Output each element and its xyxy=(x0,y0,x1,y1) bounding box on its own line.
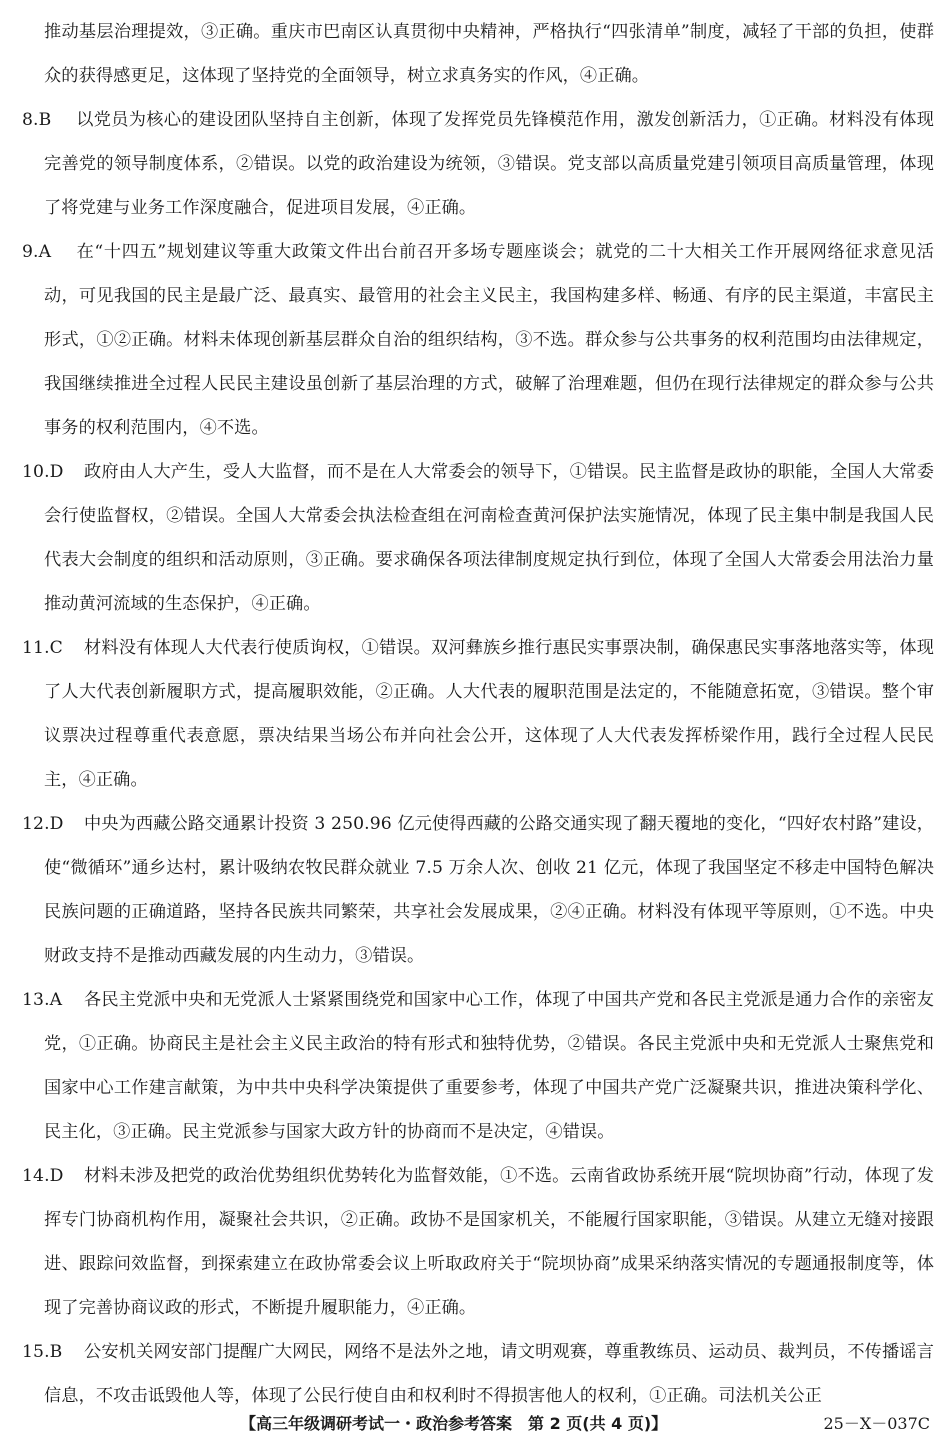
item-number: 15.B xyxy=(22,1342,63,1362)
item-explanation: 政府由人大产生，受人大监督，而不是在人大常委会的领导下，①错误。民主监督是政协的职能，全国人大常委会行使监督权，②错误。全国人大常委会执法检查组在河南检查黄河保护法实施情况，体现了民主集中制是我国人民代表大会制度的组织和活动原则，③正确。要求确保各项法律制度规定执行到位，体现了全国人大常委会用法治力量推动黄河流域的生态保护，④正确。 xyxy=(44,462,934,614)
item-answer: D xyxy=(49,1166,64,1186)
item-answer: B xyxy=(38,110,52,130)
item-number: 12.D xyxy=(22,814,64,834)
answer-item-15 xyxy=(22,1330,934,1418)
item-explanation: 材料没有体现人大代表行使质询权，①错误。双河彝族乡推行惠民实事票决制，确保惠民实事落地落实等，体现了人大代表创新履职方式，提高履职效能，②正确。人大代表的履职范围是法定的，不能随意拓宽，③错误。整个审议票决过程尊重代表意愿，票决结果当场公布并向社会公开，这体现了人大代表发挥桥梁作用，践行全过程人民民主，④正确。 xyxy=(44,638,934,790)
item-explanation: 材料未涉及把党的政治优势组织优势转化为监督效能，①不选。云南省政协系统开展“院坝协商”行动，体现了发挥专门协商机构作用，凝聚社会共识，②正确。政协不是国家机关，不能履行国家职能，③错误。从建立无缝对接跟进、跟踪问效监督，到探索建立在政协常委会议上听取政府关于“院坝协商”成果采纳落实情况的专题通报制度等，体现了完善协商议政的形式，不断提升履职能力，④正确。 xyxy=(44,1166,934,1318)
item-number: 10.D xyxy=(22,462,64,482)
footer-title: 【高三年级调研考试一・政治参考答案 第 2 页(共 4 页)】 xyxy=(240,1414,668,1433)
answer-item-13 xyxy=(22,978,934,1154)
item-number: 14.D xyxy=(22,1166,64,1186)
answer-item-11 xyxy=(22,626,934,802)
item-answer: A xyxy=(38,242,52,262)
item-answer: D xyxy=(49,462,64,482)
item-explanation: 在“十四五”规划建议等重大政策文件出台前召开多场专题座谈会；就党的二十大相关工作开展网络征求意见活动，可见我国的民主是最广泛、最真实、最管用的社会主义民主，我国构建多样、畅通、有序的民主渠道，丰富民主形式，①②正确。材料未体现创新基层群众自治的组织结构，③不选。群众参与公共事务的权利范围均由法律规定，我国继续推进全过程人民民主建设虽创新了基层治理的方式，破解了治理难题，但仍在现行法律规定的群众参与公共事务的权利范围内，④不选。 xyxy=(44,242,934,438)
item-explanation: 公安机关网安部门提醒广大网民，网络不是法外之地，请文明观赛，尊重教练员、运动员、裁判员，不传播谣言信息，不攻击诋毁他人等，体现了公民行使自由和权利时不得损害他人的权利，①正确。司法机关公正 xyxy=(44,1342,934,1406)
item-answer: A xyxy=(49,990,63,1010)
item-answer: C xyxy=(49,638,63,658)
item-answer: B xyxy=(49,1342,63,1362)
item-number: 8.B xyxy=(22,110,52,130)
item-explanation: 中央为西藏公路交通累计投资 3 250.96 亿元使得西藏的公路交通实现了翻天覆地的变化，“四好农村路”建设，使“微循环”通乡达村，累计吸纳农牧民群众就业 7.5 万余人次、创收 21 亿元，体现了我国坚定不移走中国特色解决民族问题的正确道路，坚持各民族共同繁荣，共享社会发展成果，②④正确。材料没有体现平等原则，①不选。中央财政支持不是推动西藏发展的内生动力，③错误。 xyxy=(44,814,934,966)
answer-item-14 xyxy=(22,1154,934,1330)
answer-item-12 xyxy=(22,802,934,978)
answer-item-8 xyxy=(22,98,934,230)
continuation-paragraph: 推动基层治理提效，③正确。重庆市巴南区认真贯彻中央精神，严格执行“四张清单”制度，减轻了干部的负担，使群众的获得感更足，这体现了坚持党的全面领导，树立求真务实的作风，④正确。 xyxy=(44,22,934,86)
answer-content xyxy=(22,10,934,1418)
page-footer xyxy=(0,1406,950,1442)
answer-item-9 xyxy=(22,230,934,450)
footer-code: 25－X－037C xyxy=(823,1414,930,1433)
item-answer: D xyxy=(49,814,64,834)
item-number: 11.C xyxy=(22,638,63,658)
item-number: 9.A xyxy=(22,242,52,262)
item-number: 13.A xyxy=(22,990,63,1010)
item-explanation: 各民主党派中央和无党派人士紧紧围绕党和国家中心工作，体现了中国共产党和各民主党派是通力合作的亲密友党，①正确。协商民主是社会主义民主政治的特有形式和独特优势，②错误。各民主党派中央和无党派人士聚焦党和国家中心工作建言献策，为中共中央科学决策提供了重要参考，体现了中国共产党广泛凝聚共识，推进决策科学化、民主化，③正确。民主党派参与国家大政方针的协商而不是决定，④错误。 xyxy=(44,990,934,1142)
item-explanation: 以党员为核心的建设团队坚持自主创新，体现了发挥党员先锋模范作用，激发创新活力，①正确。材料没有体现完善党的领导制度体系，②错误。以党的政治建设为统领，③错误。党支部以高质量党建引领项目高质量管理，体现了将党建与业务工作深度融合，促进项目发展，④正确。 xyxy=(44,110,934,218)
answer-item-10 xyxy=(22,450,934,626)
